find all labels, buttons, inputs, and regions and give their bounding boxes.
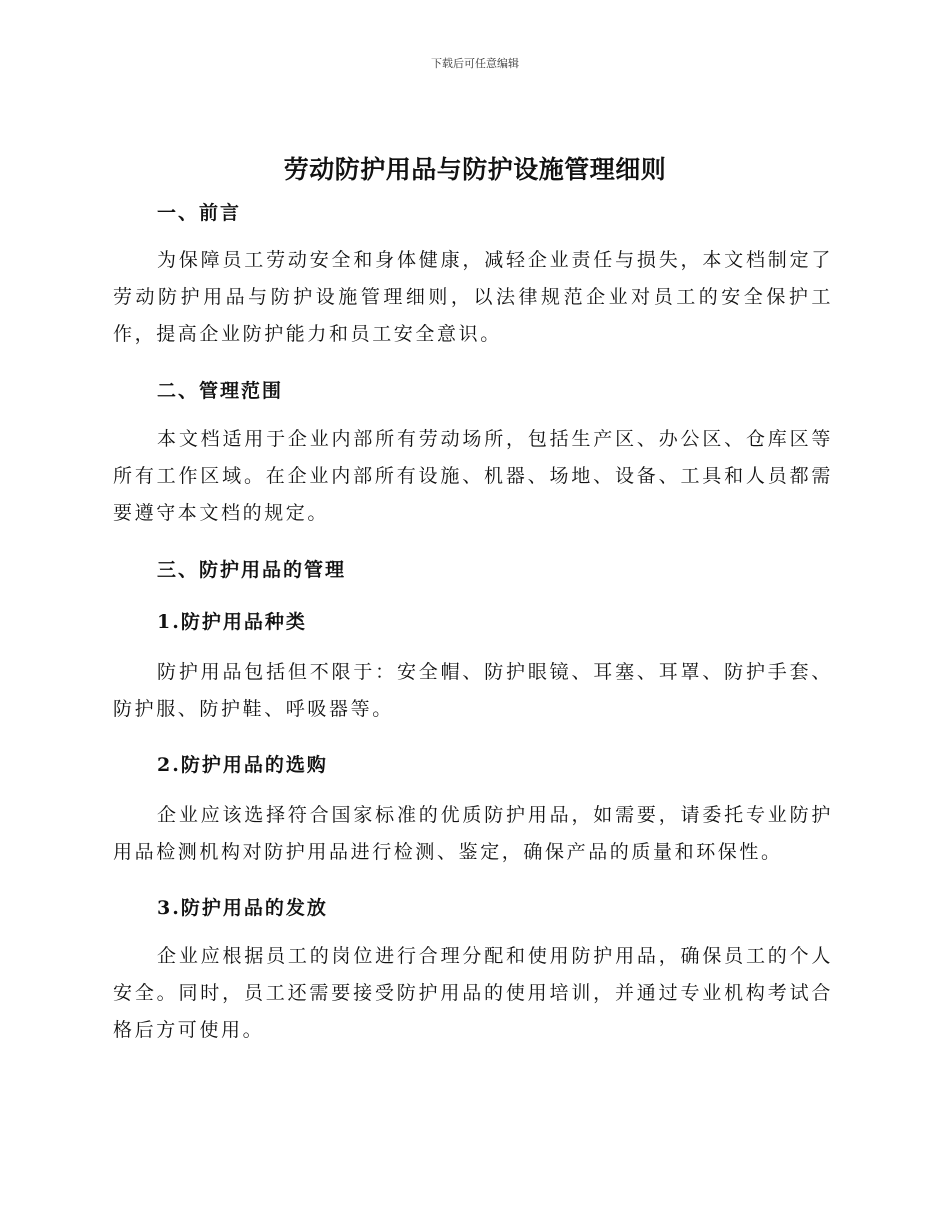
subsection-heading-ppe-distribution: 3.防护用品的发放 bbox=[157, 897, 328, 919]
subsection-body-ppe-distribution: 企业应根据员工的岗位进行合理分配和使用防护用品，确保员工的个人安全。同时，员工还需要接受防护用品的使用培训，并通过专业机构考试合格后方可使用。 bbox=[113, 945, 833, 1041]
header-note: 下载后可任意编辑 bbox=[431, 57, 519, 70]
section-body-preface: 为保障员工劳动安全和身体健康，减轻企业责任与损失，本文档制定了劳动防护用品与防护设施管理细则，以法律规范企业对员工的安全保护工作，提高企业防护能力和员工安全意识。 bbox=[113, 249, 833, 345]
subsection-body-ppe-types: 防护用品包括但不限于：安全帽、防护眼镜、耳塞、耳罩、防护手套、防护服、防护鞋、呼吸器等。 bbox=[113, 661, 833, 720]
document-title: 劳动防护用品与防护设施管理细则 bbox=[283, 155, 667, 184]
section-body-scope: 本文档适用于企业内部所有劳动场所，包括生产区、办公区、仓库区等所有工作区域。在企业内部所有设施、机器、场地、设备、工具和人员都需要遵守本文档的规定。 bbox=[113, 428, 833, 524]
section-heading-preface: 一、前言 bbox=[157, 202, 242, 224]
section-heading-scope: 二、管理范围 bbox=[157, 380, 284, 402]
section-heading-ppe-management: 三、防护用品的管理 bbox=[157, 559, 347, 581]
subsection-heading-ppe-types: 1.防护用品种类 bbox=[157, 611, 307, 633]
subsection-heading-ppe-purchase: 2.防护用品的选购 bbox=[157, 754, 328, 776]
subsection-body-ppe-purchase: 企业应该选择符合国家标准的优质防护用品，如需要，请委托专业防护用品检测机构对防护用品进行检测、鉴定，确保产品的质量和环保性。 bbox=[113, 804, 833, 863]
